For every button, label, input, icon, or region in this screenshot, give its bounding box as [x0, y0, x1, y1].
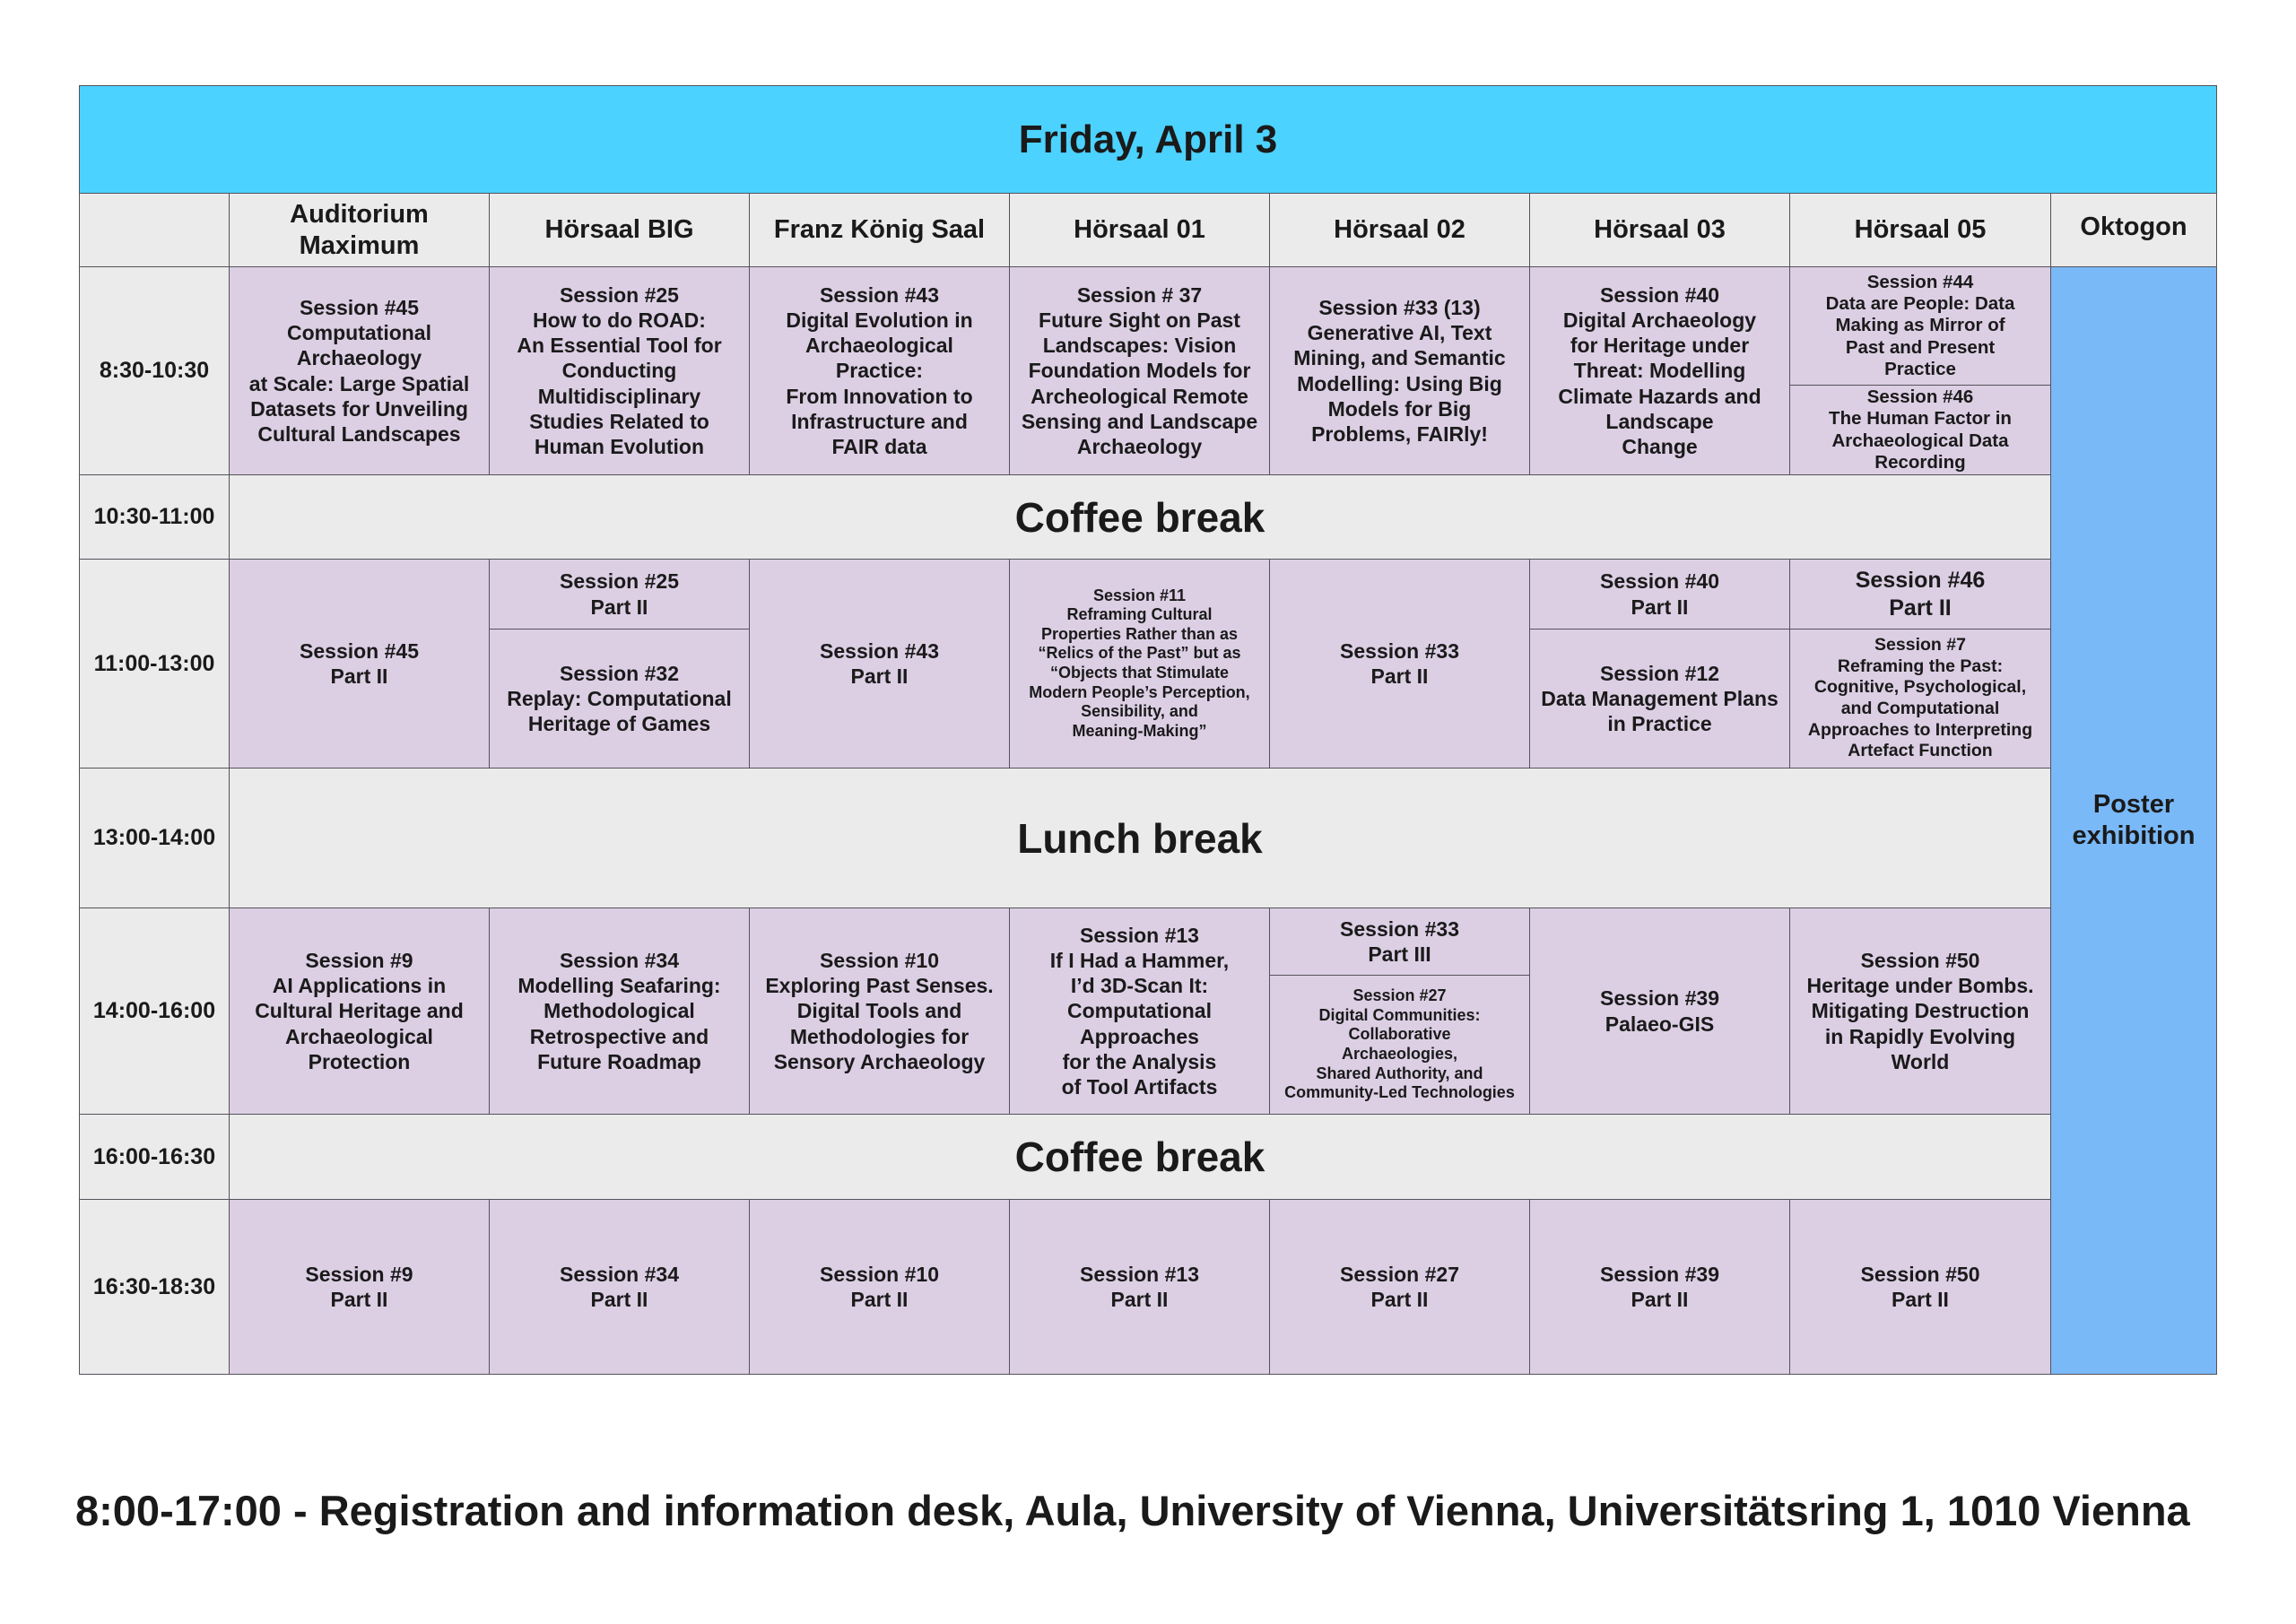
registration-footer: 8:00-17:00 - Registration and information desk, Aula, University of Vienna, Universitätsring 1, 1010 Vienna	[75, 1487, 2190, 1534]
room-label: Hörsaal 02	[1334, 215, 1465, 245]
session-text: Session #12 Data Management Plans in Practice	[1541, 661, 1779, 736]
session-cell[interactable]	[1789, 559, 2051, 630]
room-hoersaal-big	[489, 193, 750, 267]
session-cell[interactable]	[1529, 1199, 1790, 1375]
room-auditorium-maximum	[229, 193, 490, 267]
session-text: Session #7 Reframing the Past: Cognitive, Psychological, and Computational Approaches to Interpreting Artefact Function	[1807, 635, 2033, 761]
session-text: Session #43 Part II	[820, 638, 939, 688]
room-label: Auditorium Maximum	[290, 200, 429, 260]
room-oktogon	[2050, 193, 2217, 267]
session-cell[interactable]	[749, 1199, 1010, 1375]
session-text: Session #9 Part II	[305, 1262, 413, 1311]
session-cell[interactable]	[489, 266, 750, 475]
coffee-break	[229, 474, 2051, 560]
session-cell[interactable]	[489, 629, 750, 769]
header-corner	[79, 193, 230, 267]
time-label: 10:30-11:00	[93, 504, 215, 529]
session-cell[interactable]	[1009, 266, 1270, 475]
session-cell[interactable]	[1009, 908, 1270, 1115]
time-slot	[79, 474, 230, 560]
session-cell[interactable]	[1789, 629, 2051, 769]
session-cell[interactable]	[1789, 1199, 2051, 1375]
time-slot	[79, 266, 230, 475]
session-cell[interactable]	[229, 1199, 490, 1375]
day-title-text: Friday, April 3	[1018, 117, 1278, 161]
session-cell[interactable]	[1789, 385, 2051, 475]
session-cell[interactable]	[749, 266, 1010, 475]
session-text: Session #9 AI Applications in Cultural Heritage and Archaeological Protection	[255, 949, 464, 1073]
session-cell[interactable]	[229, 908, 490, 1115]
coffee-break	[229, 1114, 2051, 1200]
session-text: Session #25 Part II	[560, 569, 679, 619]
time-slot	[79, 908, 230, 1115]
session-text: Session #11 Reframing Cultural Properties Rather than as “Relics of the Past” but as “Objects that Stimulate Modern People’s Perception, Sensibility, and Meaning-Making”	[1029, 586, 1250, 740]
session-text: Session #33 (13) Generative AI, Text Mining, and Semantic Modelling: Using Big Models for Big Problems, FAIRly!	[1293, 296, 1506, 446]
day-title	[79, 85, 2217, 194]
room-hoersaal-03	[1529, 193, 1790, 267]
time-label: 13:00-14:00	[92, 825, 216, 850]
session-text: Session # 37 Future Sight on Past Landscapes: Vision Foundation Models for Archeological Remote Sensing and Landscape Archaeology	[1021, 283, 1258, 458]
time-label: 16:30-18:30	[92, 1273, 216, 1299]
session-cell[interactable]	[1009, 559, 1270, 769]
time-slot	[79, 768, 230, 908]
session-text: Session #10 Part II	[820, 1262, 939, 1311]
session-cell[interactable]	[749, 908, 1010, 1115]
session-cell[interactable]	[1269, 559, 1530, 769]
break-label: Lunch break	[1017, 814, 1263, 862]
time-label: 16:00-16:30	[92, 1143, 216, 1169]
session-text: Session #34 Modelling Seafaring: Methodological Retrospective and Future Roadmap	[517, 949, 721, 1073]
session-cell[interactable]	[1529, 559, 1790, 630]
time-label: 8:30-10:30	[99, 358, 210, 383]
session-cell[interactable]	[1269, 1199, 1530, 1375]
room-label: Hörsaal BIG	[544, 215, 694, 245]
room-label: Hörsaal 03	[1594, 215, 1726, 245]
time-slot	[79, 559, 230, 769]
session-cell[interactable]	[1529, 266, 1790, 475]
session-text: Session #33 Part III	[1340, 916, 1459, 966]
session-text: Session #46 Part II	[1855, 568, 1986, 621]
session-text: Session #32 Replay: Computational Heritage of Games	[507, 661, 732, 736]
session-text: Session #44 Data are People: Data Making as Mirror of Past and Present Practice	[1825, 271, 2015, 380]
session-cell[interactable]	[1529, 908, 1790, 1115]
session-cell[interactable]	[749, 559, 1010, 769]
poster-label: Poster exhibition	[2072, 790, 2196, 850]
session-text: Session #39 Part II	[1600, 1262, 1719, 1311]
session-text: Session #45 Part II	[300, 638, 419, 688]
session-cell[interactable]	[1269, 266, 1530, 475]
session-cell[interactable]	[1789, 266, 2051, 386]
session-text: Session #27 Part II	[1340, 1262, 1459, 1311]
session-text: Session #46 The Human Factor in Archaeological Data Recording	[1829, 386, 2012, 473]
break-label: Coffee break	[1014, 1133, 1265, 1180]
session-text: Session #27 Digital Communities: Collaborative Archaeologies, Shared Authority, and Community-Led Technologies	[1284, 986, 1515, 1102]
room-label: Oktogon	[2080, 213, 2187, 242]
session-cell[interactable]	[489, 908, 750, 1115]
session-cell[interactable]	[489, 1199, 750, 1375]
session-text: Session #50 Part II	[1860, 1262, 1980, 1311]
session-text: Session #33 Part II	[1340, 638, 1459, 688]
session-text: Session #50 Heritage under Bombs. Mitigating Destruction in Rapidly Evolving World	[1806, 949, 2034, 1073]
room-franz-koenig-saal	[749, 193, 1010, 267]
session-cell[interactable]	[1789, 908, 2051, 1115]
time-slot	[79, 1199, 230, 1375]
session-text: Session #10 Exploring Past Senses. Digital Tools and Methodologies for Sensory Archaeology	[765, 949, 994, 1073]
lunch-break	[229, 768, 2051, 908]
poster-exhibition[interactable]	[2050, 266, 2217, 1375]
time-label: 11:00-13:00	[93, 650, 215, 676]
time-slot	[79, 1114, 230, 1200]
session-text: Session #13 If I Had a Hammer, I’d 3D-Scan It: Computational Approaches for the Analysis of Tool Artifacts	[1049, 924, 1230, 1099]
session-cell[interactable]	[489, 559, 750, 630]
room-label: Franz König Saal	[773, 215, 986, 245]
session-cell[interactable]	[1269, 908, 1530, 976]
session-text: Session #40 Digital Archaeology for Heritage under Threat: Modelling Climate Hazards and Landscape Change	[1558, 283, 1761, 458]
session-text: Session #43 Digital Evolution in Archaeological Practice: From Innovation to Infrastructure and FAIR data	[786, 283, 973, 458]
session-cell[interactable]	[1269, 975, 1530, 1115]
session-text: Session #45 Computational Archaeology at Scale: Large Spatial Datasets for Unveiling Cultural Landscapes	[248, 296, 470, 446]
room-label: Hörsaal 05	[1854, 215, 1987, 245]
session-cell[interactable]	[1529, 629, 1790, 769]
time-label: 14:00-16:00	[92, 998, 216, 1023]
room-label: Hörsaal 01	[1074, 215, 1205, 245]
session-text: Session #34 Part II	[560, 1262, 679, 1311]
session-text: Session #25 How to do ROAD: An Essential Tool for Conducting Multidisciplinary Studies Related to Human Evolution	[517, 283, 722, 458]
session-text: Session #39 Palaeo-GIS	[1600, 986, 1719, 1036]
break-label: Coffee break	[1014, 493, 1265, 541]
room-hoersaal-05	[1789, 193, 2051, 267]
session-text: Session #40 Part II	[1600, 569, 1719, 619]
session-cell[interactable]	[229, 266, 490, 475]
session-cell[interactable]	[229, 559, 490, 769]
room-hoersaal-02	[1269, 193, 1530, 267]
room-hoersaal-01	[1009, 193, 1270, 267]
session-text: Session #13 Part II	[1080, 1262, 1199, 1311]
session-cell[interactable]	[1009, 1199, 1270, 1375]
